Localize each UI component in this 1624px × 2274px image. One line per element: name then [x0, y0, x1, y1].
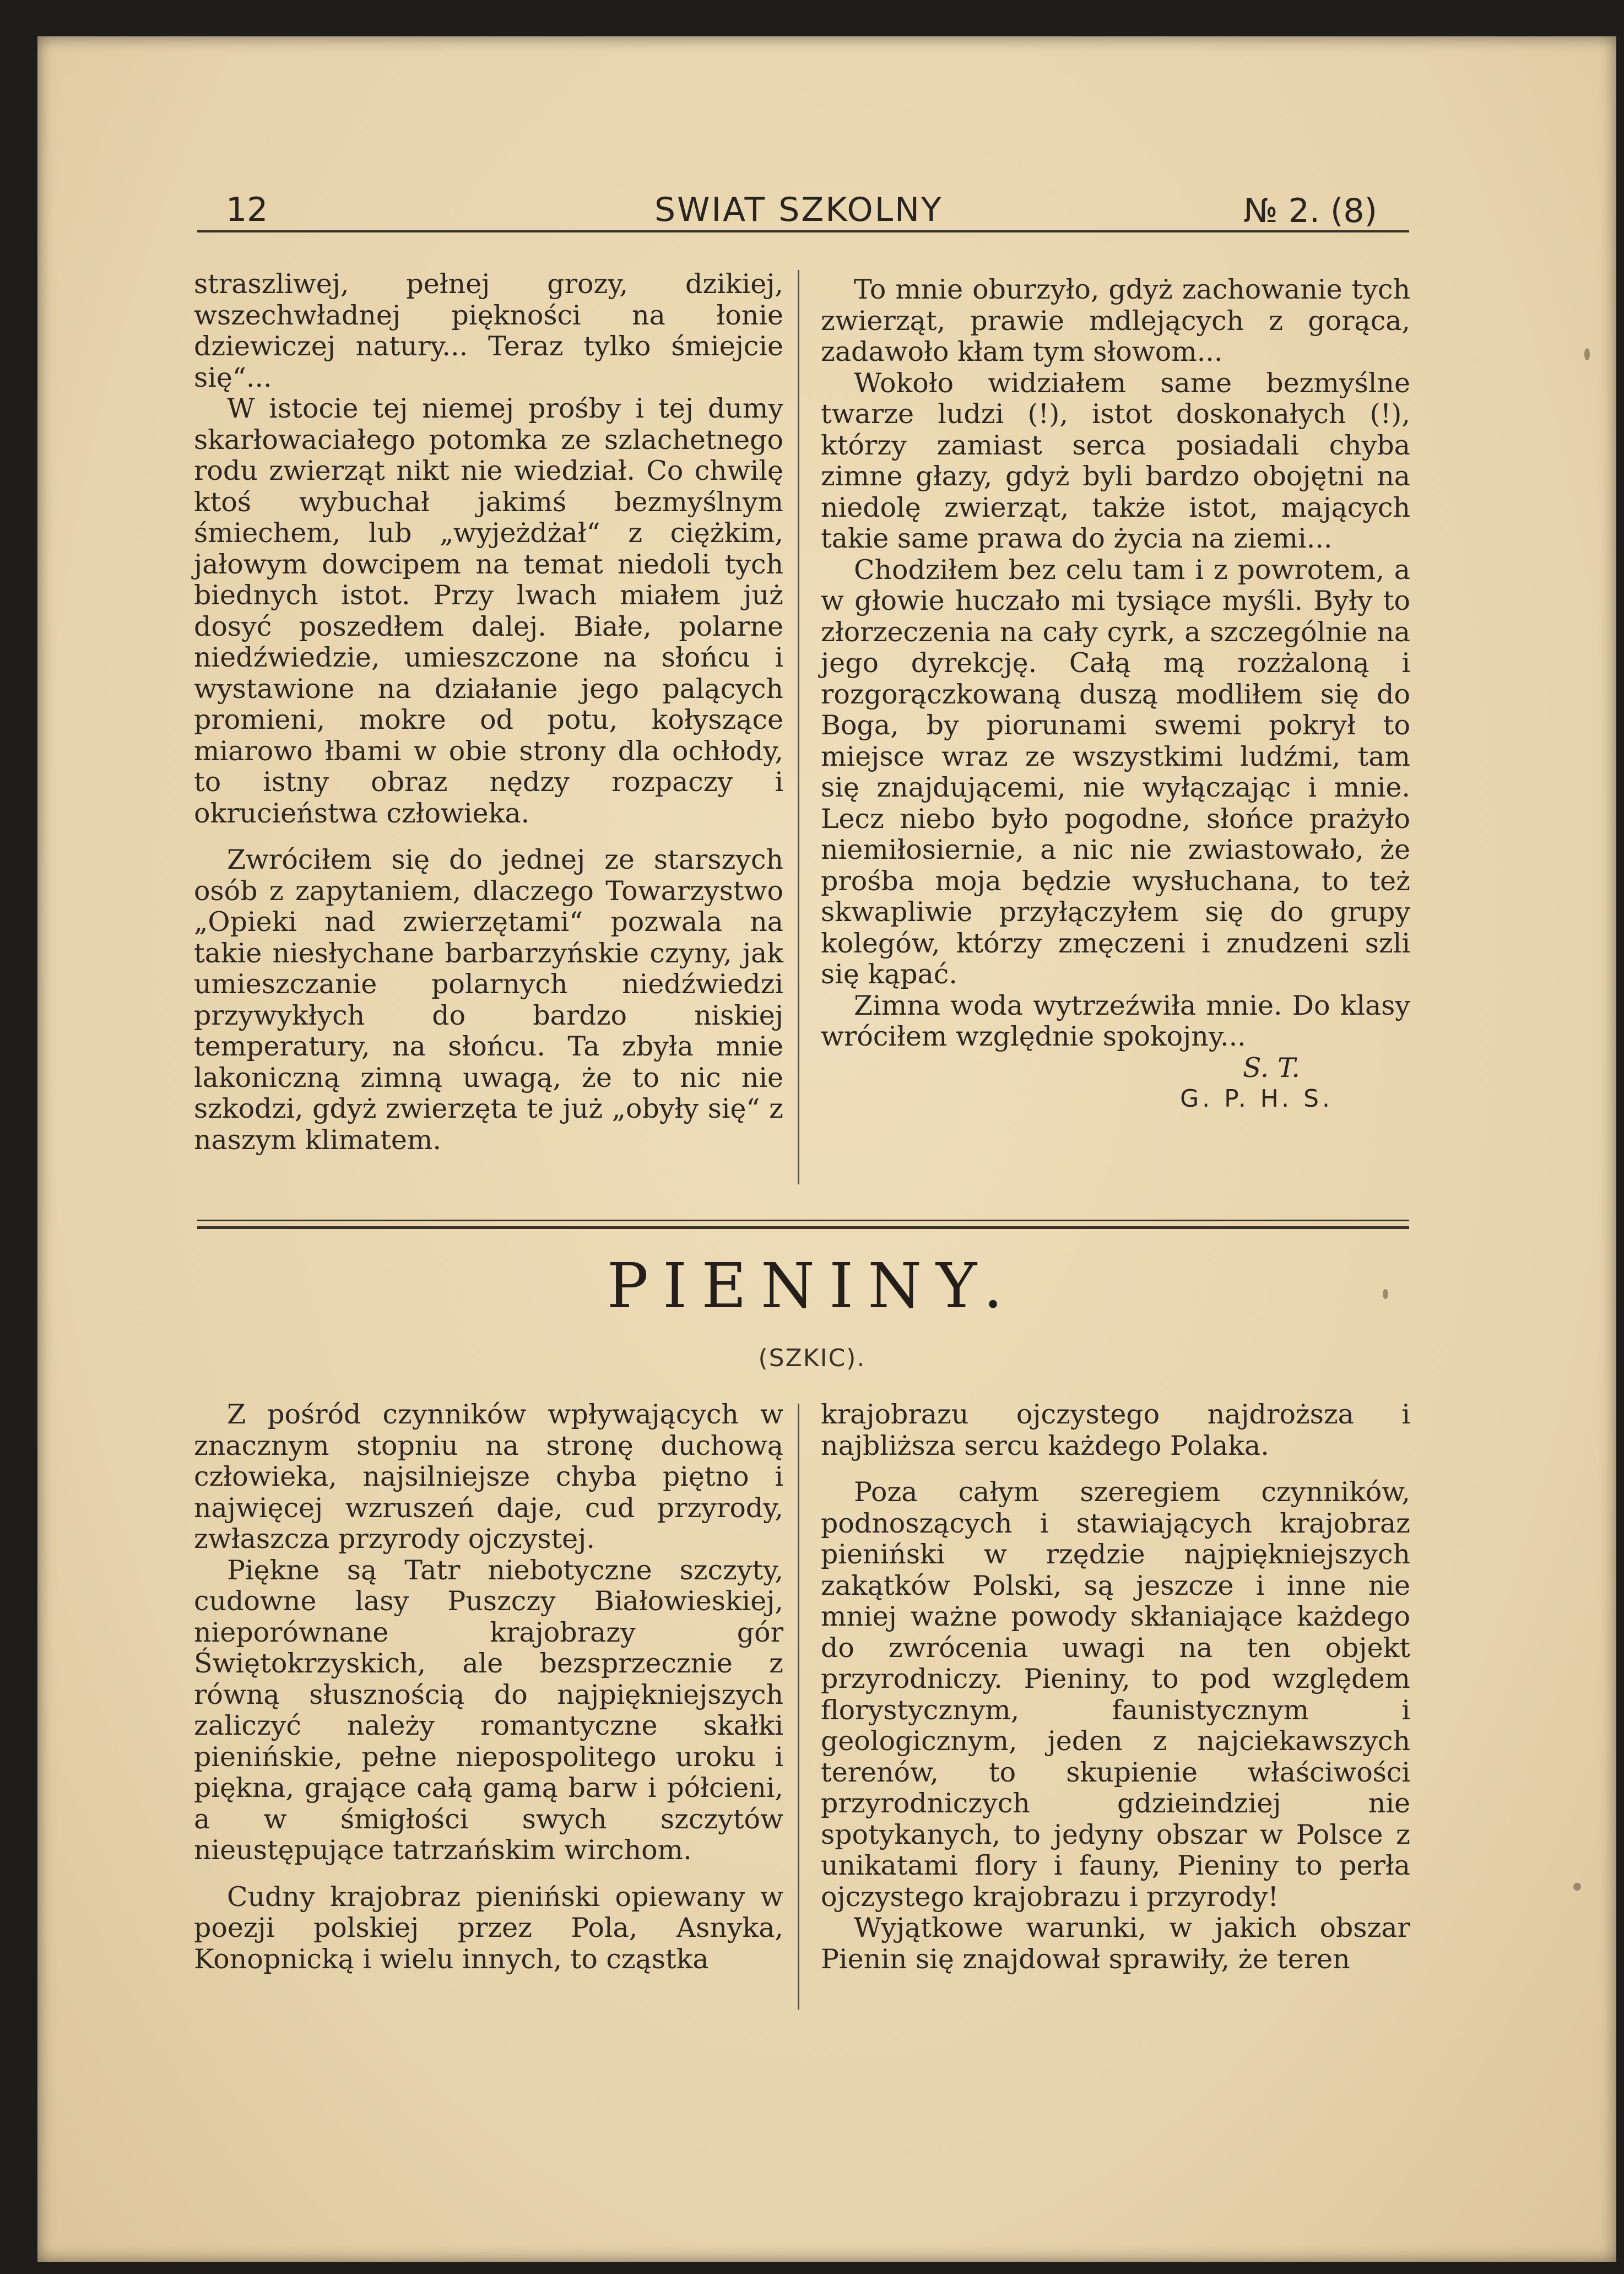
author-signature: S. T. — [1242, 1052, 1300, 1084]
paragraph: straszliwej, pełnej grozy, dzikiej, wszechwładnej piękności na łonie dziewiczej natury... Teraz tylko śmiejcie się“... — [194, 268, 783, 393]
page-number: 12 — [226, 191, 268, 229]
paragraph: Piękne są Tatr niebotyczne szczyty, cudowne lasy Puszczy Białowieskiej, nieporównane krajobrazy gór Świętokrzyskich, ale bezsprzecznie z równą słusznością do najpiękniejszych zaliczyć należy romantyczne skałki pienińskie, pełne niepospolitego uroku i piękna, grające całą gamą barw i półcieni, a w śmigłości swych szczytów nieustępujące tatrzańskim wirchom. — [194, 1554, 783, 1866]
column-divider — [798, 1404, 799, 2010]
journal-title: SWIAT SZKOLNY — [654, 191, 943, 229]
running-header — [197, 186, 1409, 236]
paragraph: W istocie tej niemej prośby i tej dumy skarłowaciałego potomka ze szlachetnego rodu zwierząt nikt nie wiedział. Co chwilę ktoś wybuchał jakimś bezmyślnym śmiechem, lub „wyjeżdżał“ z ciężkim, jałowym dowcipem na temat niedoli tych biednych istot. Przy lwach miałem już dosyć poszedłem dalej. Białe, polarne niedźwiedzie, umieszczone na słońcu i wystawione na działanie jego palących promieni, mokre od potu, kołyszące miarowo łbami w obie strony dla ochłody, to istny obraz nędzy rozpaczy i okrucieństwa człowieka. — [194, 393, 783, 829]
paragraph: Wyjątkowe warunki, w jakich obszar Pienin się znajdował sprawiły, że teren — [821, 1912, 1410, 1975]
header-rule — [197, 230, 1409, 232]
article-subtitle: (SZKIC). — [758, 1344, 866, 1372]
column-divider — [798, 270, 799, 1184]
article2-right-column — [821, 1399, 1410, 1975]
paragraph: Poza całym szeregiem czynników, podnoszących i stawiających krajobraz pieniński w rzędzie najpiękniejszych zakątków Polski, są jeszcze i inne nie mniej ważne powody skłaniające każdego do zwrócenia uwagi na ten objekt przyrodniczy. Pieniny, to pod względem florystycznym, faunistycznym i geologicznym, jeden z najciekawszych terenów, to skupienie właściwości przyrodniczych gdzieindziej nie spotykanych, to jedyny obszar w Polsce z unikatami flory i fauny, Pieniny to perła ojczystego krajobrazu i przyrody! — [821, 1476, 1410, 1913]
author-affiliation: G. P. H. S. — [1180, 1085, 1333, 1113]
section-divider-thick — [197, 1226, 1409, 1229]
ink-blot — [1383, 1289, 1388, 1299]
article2-left-column — [194, 1399, 783, 1975]
article1-right-column — [821, 274, 1410, 1115]
paragraph: Chodziłem bez celu tam i z powrotem, a w głowie huczało mi tysiące myśli. Były to złorzeczenia na cały cyrk, a szczególnie na jego dyrekcję. Całą mą rozżaloną i rozgorączkowaną duszą modliłem się do Boga, by piorunami swemi pokrył to miejsce wraz ze wszystkimi ludźmi, tam się znajdującemi, nie wyłączając i mnie. Lecz niebo było pogodne, słońce prażyło niemiłosiernie, a nic nie zwiastowało, że prośba moja będzie wysłuchana, to też skwapliwie przyłączyłem się do grupy kolegów, którzy zmęczeni i znudzeni szli się kąpać. — [821, 554, 1410, 990]
section-divider-thin — [197, 1220, 1409, 1221]
ink-blot — [1584, 348, 1590, 360]
article1-left-column — [194, 269, 783, 1156]
paragraph: Zimna woda wytrzeźwiła mnie. Do klasy wróciłem względnie spokojny... — [821, 989, 1410, 1052]
ink-blot — [1573, 1883, 1581, 1891]
paragraph: Cudny krajobraz pieniński opiewany w poezji polskiej przez Pola, Asnyka, Konopnicką i wielu innych, to cząstka — [194, 1881, 783, 1975]
paragraph: krajobrazu ojczystego najdroższa i najbliższa sercu każdego Polaka. — [821, 1399, 1410, 1461]
paragraph: Z pośród czynników wpływających w znacznym stopniu na stronę duchową człowieka, najsilniejsze chyba piętno i najwięcej wzruszeń daje, cud przyrody, zwłaszcza przyrody ojczystej. — [194, 1399, 783, 1555]
paragraph: Zwróciłem się do jednej ze starszych osób z zapytaniem, dlaczego Towarzystwo „Opieki nad zwierzętami“ pozwala na takie niesłychane barbarzyńskie czyny, jak umieszczanie polarnych niedźwiedzi przywykłych do bardzo niskiej temperatury, na słońcu. Ta zbyła mnie lakoniczną zimną uwagą, że to nic nie szkodzi, gdyż zwierzęta te już „obyły się“ z naszym klimatem. — [194, 844, 783, 1156]
issue-number: № 2. (8) — [1243, 192, 1377, 230]
article-title: PIENINY. — [607, 1250, 1017, 1322]
paragraph: Wokoło widziałem same bezmyślne twarze ludzi (!), istot doskonałych (!), którzy zamiast serca posiadali chyba zimne głazy, gdyż byli bardzo obojętni na niedolę zwierząt, także istot, mających takie same prawa do życia na ziemi... — [821, 367, 1410, 554]
paragraph: To mnie oburzyło, gdyż zachowanie tych zwierząt, prawie mdlejących z gorąca, zadawoło kłam tym słowom... — [821, 274, 1410, 367]
